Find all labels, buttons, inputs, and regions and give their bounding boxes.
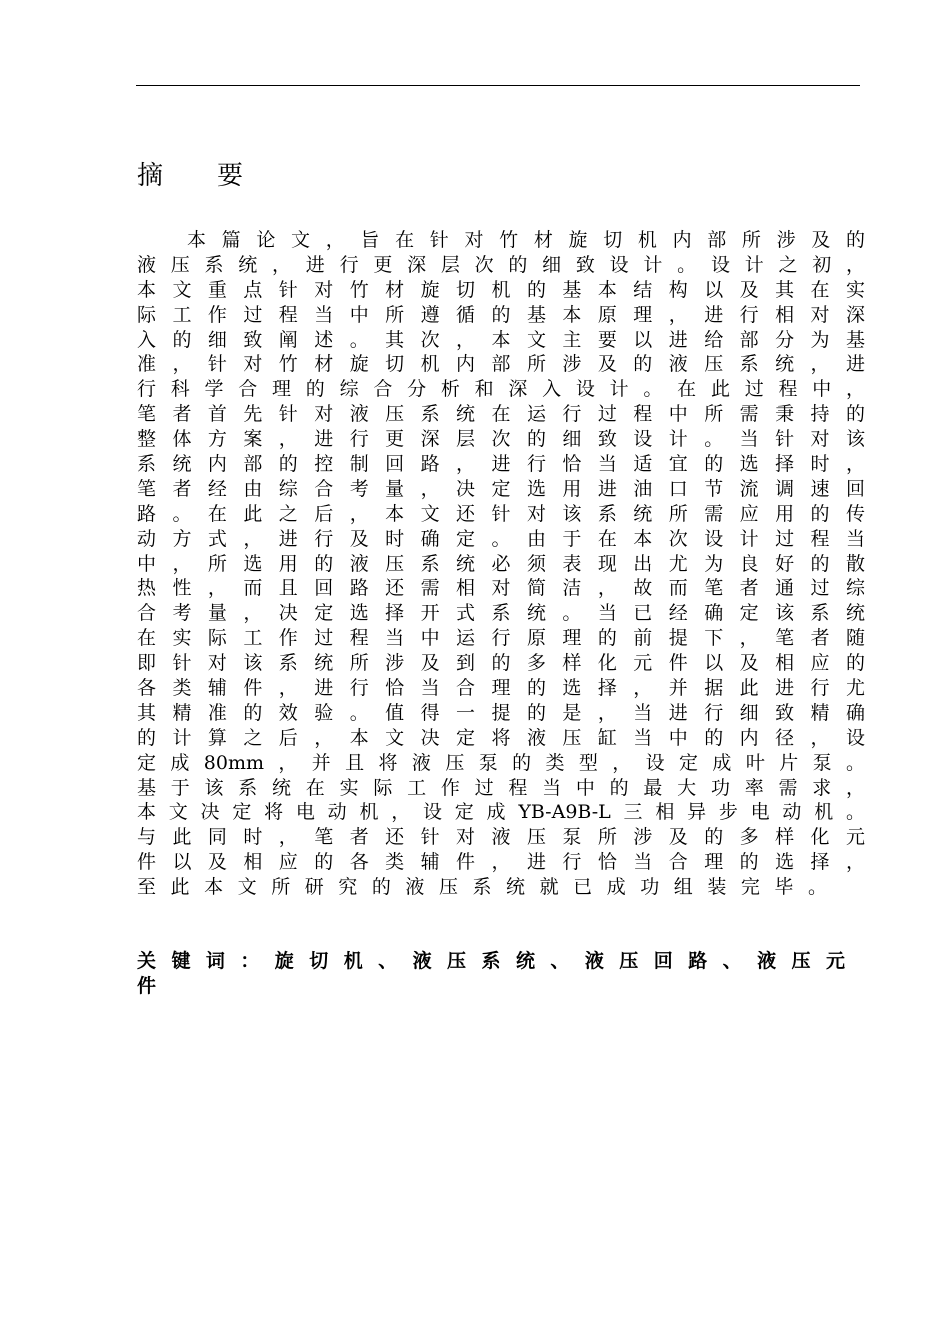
abstract-line: 合考量，决定选择开式系统。当已经确定该系统	[137, 602, 865, 625]
keywords	[137, 949, 845, 999]
abstract-line: 其精准的效验。值得一提的是，当进行细致精确	[137, 701, 865, 724]
header-rule	[136, 85, 860, 86]
keywords-line: 件	[137, 975, 157, 997]
abstract-line: 系统内部的控制回路，进行恰当适宜的选择时，	[137, 453, 865, 476]
abstract-line: 定成80mm，并且将液压泵的类型，设定成叶片泵。	[137, 751, 865, 774]
abstract-line: 与此同时，笔者还针对液压泵所涉及的多样化元	[137, 826, 865, 849]
abstract-heading	[137, 158, 243, 194]
abstract-line: 热性，而且回路还需相对简洁，故而笔者通过综	[137, 577, 865, 600]
heading-char-2: 要	[217, 161, 244, 191]
abstract-line: 中，所选用的液压系统必须表现出尤为良好的散	[137, 552, 865, 575]
abstract-line: 本篇论文，旨在针对竹材旋切机内部所涉及的	[187, 229, 865, 251]
abstract-line: 笔者首先针对液压系统在运行过程中所需秉持的	[137, 403, 865, 426]
abstract-line: 各类辅件，进行恰当合理的选择，并据此进行尤	[137, 677, 865, 700]
heading-char-1: 摘	[137, 161, 164, 191]
abstract-line: 整体方案，进行更深层次的细致设计。当针对该	[137, 428, 865, 451]
abstract-line: 至此本文所研究的液压系统就已成功组装完毕。	[137, 876, 827, 899]
abstract-line: 本文决定将电动机，设定成YB-A9B-L三相异步电动机。	[137, 801, 865, 824]
abstract-line: 入的细致阐述。其次，本文主要以进给部分为基	[137, 328, 865, 351]
abstract-line: 即针对该系统所涉及到的多样化元件以及相应的	[137, 652, 865, 675]
abstract-line: 路。在此之后，本文还针对该系统所需应用的传	[137, 502, 865, 525]
abstract-line: 本文重点针对竹材旋切机的基本结构以及其在实	[137, 278, 865, 301]
abstract-line: 准，针对竹材旋切机内部所涉及的液压系统，进	[137, 353, 865, 376]
abstract-line: 行科学合理的综合分析和深入设计。在此过程中，	[137, 378, 865, 401]
abstract-line: 的计算之后，本文决定将液压缸当中的内径，设	[137, 726, 865, 749]
abstract-body	[137, 228, 865, 900]
keywords-line: 关键词：旋切机、液压系统、液压回路、液压元	[137, 950, 845, 972]
abstract-line: 笔者经由综合考量，决定选用进油口节流调速回	[137, 477, 865, 500]
abstract-line: 基于该系统在实际工作过程当中的最大功率需求，	[137, 776, 865, 799]
abstract-line: 液压系统，进行更深层次的细致设计。设计之初，	[137, 253, 865, 276]
abstract-line: 际工作过程当中所遵循的基本原理，进行相对深	[137, 303, 865, 326]
abstract-line: 件以及相应的各类辅件，进行恰当合理的选择，	[137, 851, 865, 874]
abstract-line: 动方式，进行及时确定。由于在本次设计过程当	[137, 527, 865, 550]
abstract-line: 在实际工作过程当中运行原理的前提下，笔者随	[137, 627, 865, 650]
